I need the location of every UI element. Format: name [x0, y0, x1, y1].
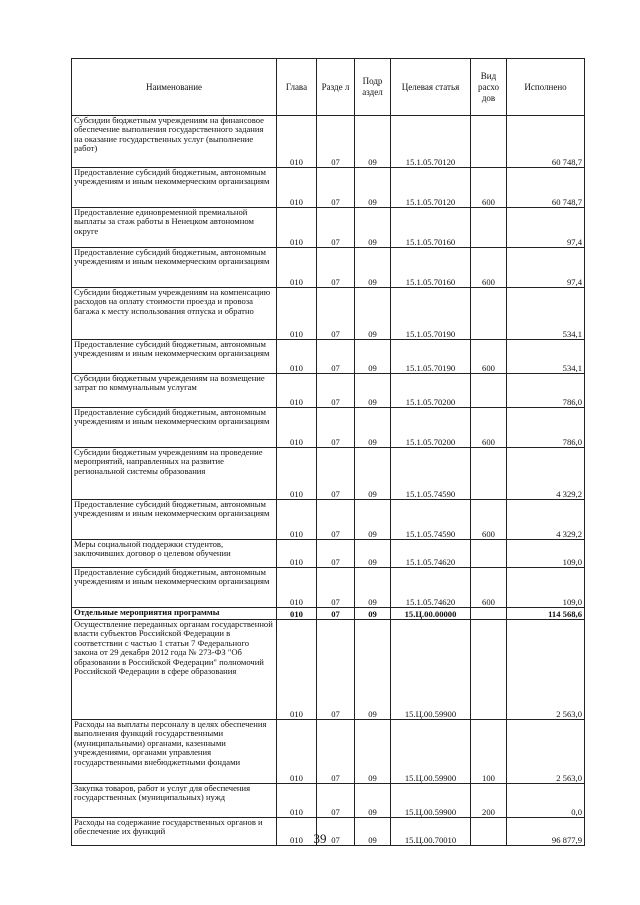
table-row [72, 248, 585, 288]
cell-section: 07 [317, 568, 355, 608]
cell-subsection: 09 [355, 208, 391, 248]
header-name: Наименование [72, 59, 277, 116]
cell-section: 07 [317, 784, 355, 818]
cell-kind: 600 [471, 408, 507, 448]
table-row [72, 784, 585, 818]
cell-section: 07 [317, 540, 355, 568]
cell-target: 15.1.05.70190 [391, 288, 471, 340]
table-row [72, 540, 585, 568]
header-chapter: Глава [277, 59, 317, 116]
table-row [72, 288, 585, 340]
cell-name: Предоставление единовременной премиальной выплаты за стаж работы в Ненецком автономном округе [72, 208, 277, 248]
cell-chapter: 010 [277, 374, 317, 408]
cell-target: 15.1.05.70160 [391, 248, 471, 288]
cell-target: 15.1.05.70120 [391, 116, 471, 168]
cell-subsection: 09 [355, 784, 391, 818]
cell-chapter: 010 [277, 720, 317, 784]
cell-target: 15.Ц.00.00000 [391, 608, 471, 620]
cell-amount: 2 563,0 [507, 620, 585, 720]
cell-name: Отдельные мероприятия программы [72, 608, 277, 620]
cell-kind: 600 [471, 340, 507, 374]
header-section: Разде л [317, 59, 355, 116]
cell-amount: 534,1 [507, 288, 585, 340]
cell-kind [471, 374, 507, 408]
cell-subsection: 09 [355, 448, 391, 500]
cell-target: 15.1.05.74590 [391, 500, 471, 540]
cell-section: 07 [317, 208, 355, 248]
cell-kind: 600 [471, 568, 507, 608]
cell-amount: 60 748,7 [507, 116, 585, 168]
table-row [72, 720, 585, 784]
table-row [72, 568, 585, 608]
header-executed: Исполнено [507, 59, 585, 116]
cell-section: 07 [317, 248, 355, 288]
cell-target: 15.1.05.70200 [391, 408, 471, 448]
cell-name: Предоставление субсидий бюджетным, автономным учреждениям и иным некоммерческим организациям [72, 408, 277, 448]
cell-section: 07 [317, 116, 355, 168]
cell-name: Меры социальной поддержки студентов, заключивших договор о целевом обучении [72, 540, 277, 568]
cell-chapter: 010 [277, 116, 317, 168]
cell-kind [471, 448, 507, 500]
cell-amount: 786,0 [507, 408, 585, 448]
table-row [72, 620, 585, 720]
cell-chapter: 010 [277, 208, 317, 248]
table-row [72, 500, 585, 540]
cell-amount: 60 748,7 [507, 168, 585, 208]
cell-section: 07 [317, 288, 355, 340]
cell-chapter: 010 [277, 448, 317, 500]
cell-kind: 600 [471, 500, 507, 540]
cell-kind: 600 [471, 168, 507, 208]
cell-kind: 600 [471, 248, 507, 288]
cell-target: 15.Ц.00.70010 [391, 818, 471, 846]
cell-kind [471, 608, 507, 620]
cell-target: 15.1.05.74590 [391, 448, 471, 500]
cell-section: 07 [317, 374, 355, 408]
budget-table [71, 58, 585, 846]
cell-amount: 109,0 [507, 540, 585, 568]
cell-name: Предоставление субсидий бюджетным, автономным учреждениям и иным некоммерческим организациям [72, 568, 277, 608]
cell-kind: 100 [471, 720, 507, 784]
cell-subsection: 09 [355, 568, 391, 608]
cell-name: Предоставление субсидий бюджетным, автономным учреждениям и иным некоммерческим организациям [72, 500, 277, 540]
page-number: 39 [313, 831, 327, 846]
cell-target: 15.1.05.70160 [391, 208, 471, 248]
cell-section: 07 [317, 340, 355, 374]
cell-subsection: 09 [355, 608, 391, 620]
cell-subsection: 09 [355, 818, 391, 846]
cell-amount: 4 329,2 [507, 448, 585, 500]
header-kind: Вид расхо дов [471, 59, 507, 116]
cell-chapter: 010 [277, 340, 317, 374]
cell-name: Предоставление субсидий бюджетным, автономным учреждениям и иным некоммерческим организациям [72, 248, 277, 288]
table-row [72, 608, 585, 620]
cell-chapter: 010 [277, 408, 317, 448]
cell-target: 15.1.05.70120 [391, 168, 471, 208]
cell-name: Осуществление переданных органам государственной власти субъектов Российской Федерации в соответствии с частью 1 статьи 7 Федерального закона от 29 декабря 2012 года № 273-ФЗ "Об образовании в Российской Федерации" полномочий Российской Федерации в сфере образования [72, 620, 277, 720]
cell-amount: 786,0 [507, 374, 585, 408]
cell-amount: 97,4 [507, 208, 585, 248]
cell-chapter: 010 [277, 168, 317, 208]
cell-chapter: 010 [277, 784, 317, 818]
cell-target: 15.1.05.70200 [391, 374, 471, 408]
cell-chapter: 010 [277, 500, 317, 540]
table-row [72, 448, 585, 500]
cell-section: 07 [317, 720, 355, 784]
cell-amount: 114 568,6 [507, 608, 585, 620]
header-subsection: Подр аздел [355, 59, 391, 116]
cell-subsection: 09 [355, 500, 391, 540]
cell-section: 07 [317, 168, 355, 208]
cell-name: Закупка товаров, работ и услуг для обеспечения государственных (муниципальных) нужд [72, 784, 277, 818]
cell-section: 07 [317, 818, 355, 846]
header-target: Целевая статья [391, 59, 471, 116]
cell-amount: 0,0 [507, 784, 585, 818]
cell-kind [471, 620, 507, 720]
cell-subsection: 09 [355, 248, 391, 288]
cell-amount: 109,0 [507, 568, 585, 608]
cell-subsection: 09 [355, 168, 391, 208]
table-body [72, 116, 585, 846]
cell-chapter: 010 [277, 818, 317, 846]
cell-amount: 534,1 [507, 340, 585, 374]
cell-name: Субсидии бюджетным учреждениям на финансовое обеспечение выполнения государственного задания на оказание государственных услуг (выполнение работ) [72, 116, 277, 168]
cell-kind [471, 208, 507, 248]
cell-subsection: 09 [355, 340, 391, 374]
cell-chapter: 010 [277, 288, 317, 340]
table-row [72, 374, 585, 408]
cell-name: Предоставление субсидий бюджетным, автономным учреждениям и иным некоммерческим организациям [72, 340, 277, 374]
cell-kind [471, 288, 507, 340]
cell-amount: 4 329,2 [507, 500, 585, 540]
cell-name: Расходы на выплаты персоналу в целях обеспечения выполнения функций государственными (муниципальными) органами, казенными учреждениями, органами управления государственными внебюджетными фондами [72, 720, 277, 784]
cell-amount: 2 563,0 [507, 720, 585, 784]
cell-section: 07 [317, 408, 355, 448]
cell-kind [471, 116, 507, 168]
cell-name: Субсидии бюджетным учреждениям на проведение мероприятий, направленных на развитие региональной системы образования [72, 448, 277, 500]
cell-subsection: 09 [355, 408, 391, 448]
cell-target: 15.Ц.00.59900 [391, 620, 471, 720]
cell-target: 15.1.05.70190 [391, 340, 471, 374]
cell-subsection: 09 [355, 374, 391, 408]
cell-chapter: 010 [277, 620, 317, 720]
cell-target: 15.1.05.74620 [391, 568, 471, 608]
cell-target: 15.1.05.74620 [391, 540, 471, 568]
cell-amount: 97,4 [507, 248, 585, 288]
cell-subsection: 09 [355, 288, 391, 340]
cell-chapter: 010 [277, 540, 317, 568]
cell-chapter: 010 [277, 568, 317, 608]
cell-target: 15.Ц.00.59900 [391, 784, 471, 818]
cell-chapter: 010 [277, 248, 317, 288]
table-row [72, 208, 585, 248]
cell-kind: 200 [471, 784, 507, 818]
table-row [72, 168, 585, 208]
table-row [72, 408, 585, 448]
table-header-row [72, 59, 585, 116]
cell-section: 07 [317, 608, 355, 620]
cell-subsection: 09 [355, 720, 391, 784]
cell-name: Расходы на содержание государственных органов и обеспечение их функций [72, 818, 277, 846]
cell-chapter: 010 [277, 608, 317, 620]
cell-name: Субсидии бюджетным учреждениям на компенсацию расходов на оплату стоимости проезда и провоза багажа к месту использования отпуска и обратно [72, 288, 277, 340]
cell-kind [471, 540, 507, 568]
cell-subsection: 09 [355, 620, 391, 720]
cell-amount: 96 877,9 [507, 818, 585, 846]
cell-section: 07 [317, 448, 355, 500]
cell-target: 15.Ц.00.59900 [391, 720, 471, 784]
cell-name: Субсидии бюджетным учреждениям на возмещение затрат по коммунальным услугам [72, 374, 277, 408]
cell-subsection: 09 [355, 116, 391, 168]
table-row [72, 116, 585, 168]
cell-section: 07 [317, 620, 355, 720]
cell-subsection: 09 [355, 540, 391, 568]
cell-section: 07 [317, 500, 355, 540]
table-row [72, 340, 585, 374]
cell-name: Предоставление субсидий бюджетным, автономным учреждениям и иным некоммерческим организациям [72, 168, 277, 208]
